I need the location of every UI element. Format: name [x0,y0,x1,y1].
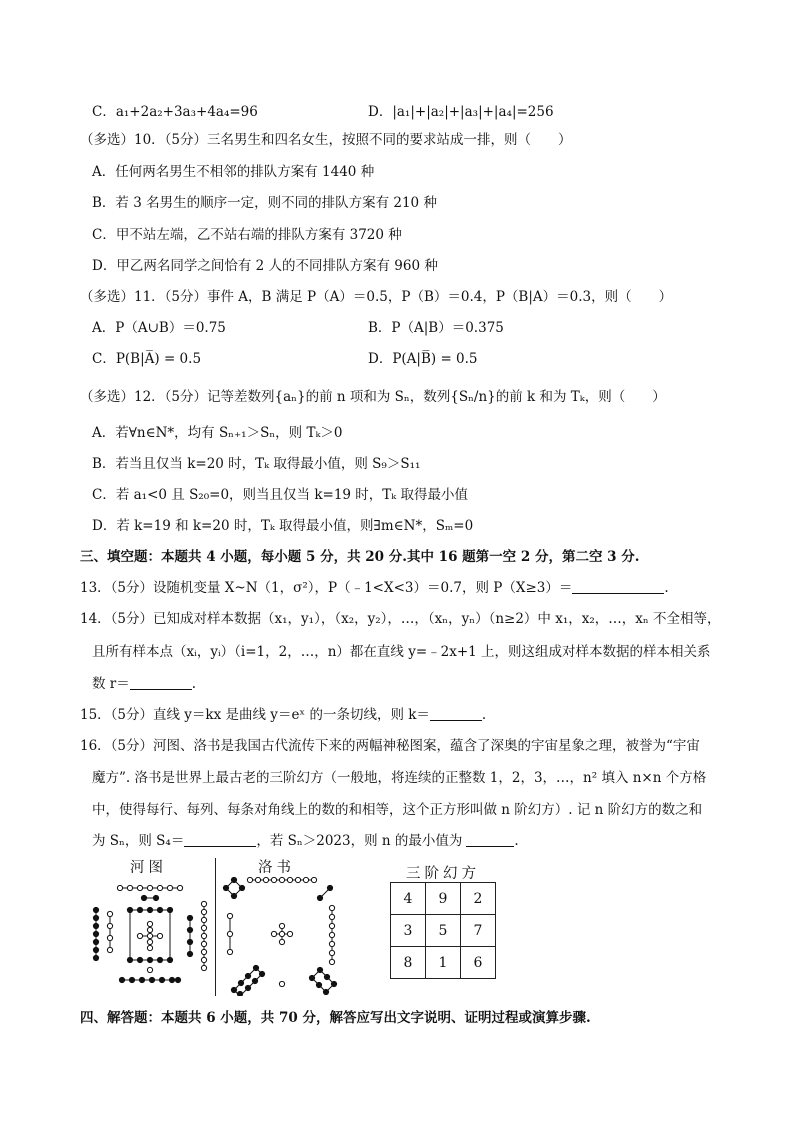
q12-option-d: D．若 k=19 和 k=20 时，Tₖ 取得最小值，则∃m∈N*，Sₘ=0 [92,518,474,534]
magic-square-row [391,915,496,947]
magic-square-cell: 2 [461,883,496,915]
q10-stem: （多选）10．（5分）三名男生和四名女生，按照不同的要求站成一排，则（ ） [80,132,572,148]
q12-option-a: A．若∀n∈N*，均有 Sₙ₊₁＞Sₙ，则 Tₖ＞0 [92,425,343,441]
magic-square-cell: 9 [426,883,461,915]
q10-option-c: C．甲不站左端，乙不站右端的排队方案有 3720 种 [92,227,402,243]
q15 [80,705,486,725]
q10-option-b: B．若 3 名男生的顺序一定，则不同的排队方案有 210 种 [92,195,437,211]
magic-square-cell: 3 [391,915,426,947]
q16-line-4b: ，若 Sₙ＞2023，则 n 的最小值为 [256,833,463,849]
q13 [80,578,669,598]
q12-option-b: B．若当且仅当 k=20 时，Tₖ 取得最小值，则 S₉＞S₁₁ [92,456,421,472]
luoshu-diagram [220,874,370,996]
q11-option-d: D．P(A|B̅) = 0.5 [368,351,478,367]
q16-line-4 [92,831,519,851]
q14-line-3: 数 r＝ [92,676,130,692]
q16-answer-blank-1[interactable] [184,832,256,847]
magic-square-cell: 6 [461,947,496,979]
q13-end: . [664,580,669,596]
q11-option-b: B．P（A|B）＝0.375 [368,320,504,336]
q10-option-a: A．任何两名男生不相邻的排队方案有 1440 种 [92,164,375,180]
magic-square-cell: 8 [391,947,426,979]
q11-option-c: C．P(B|A̅) = 0.5 [92,351,202,367]
q10-option-d: D．甲乙两名同学之间恰有 2 人的不同排队方案有 960 种 [92,258,438,274]
q15-text: 15．（5分）直线 y＝kx 是曲线 y＝eˣ 的一条切线，则 k＝ [80,707,430,723]
q9-option-c: C．a₁+2a₂+3a₃+4a₄=96 [92,104,258,120]
magic-square-cell: 5 [426,915,461,947]
magic-square-cell: 7 [461,915,496,947]
q14 [92,674,196,694]
magic-square-cell: 1 [426,947,461,979]
q16-line-2: 魔方”. 洛书是世界上最古老的三阶幻方（一般地，将连续的正整数 1，2，3，…，n² 填入 n×n 个方格 [92,770,707,786]
q13-text: 13．（5分）设随机变量 X~N（1，σ²），P（﹣1<X<3）＝0.7，则 P（X≥3）＝ [80,580,573,596]
luoshu-label: 洛书 [258,860,295,876]
magic-square-row [391,947,496,979]
q14-end: . [191,676,197,692]
figure-divider [215,858,216,996]
q12-option-c: C．若 a₁<0 且 S₂₀=0，则当且仅当 k=19 时，Tₖ 取得最小值 [92,487,469,503]
q16-line-4a: 为 Sₙ，则 S₄＝ [92,833,185,849]
q15-end: . [481,707,487,723]
q16-answer-blank-2[interactable] [466,832,514,847]
magic-square-row [391,883,496,915]
q14-answer-blank[interactable] [130,675,192,690]
magic-square [390,882,496,979]
q16-line-1: 16．（5分）河图、洛书是我国古代流传下来的两幅神秘图案，蕴含了深奥的宇宙星象之理，被誉为“宇宙 [80,738,700,754]
q14-line-2: 且所有样本点（xᵢ，yᵢ）（i=1，2，…，n）都在直线 y=﹣2x+1 上，则这组成对样本数据的样本相关系 [92,644,711,660]
section-3-heading: 三、填空题：本题共 4 小题，每小题 5 分，共 20 分.其中 16 题第一空 2 分，第二空 3 分. [80,549,640,565]
q12-stem: （多选）12．（5分）记等差数列{aₙ}的前 n 项和为 Sₙ，数列{Sₙ/n}的前 k 和为 Tₖ，则（ ） [80,389,666,405]
magic-square-cell: 4 [391,883,426,915]
q9-option-d: D．|a₁|+|a₂|+|a₃|+|a₄|=256 [368,104,554,120]
section-4-heading: 四、解答题：本题共 6 小题，共 70 分，解答应写出文字说明、证明过程或演算步骤. [80,1010,591,1026]
magic-square-label: 三阶幻方 [406,866,480,882]
q16-line-3: 中，使得每行、每列、每条对角线上的数的和相等，这个正方形叫做 n 阶幻方）. 记 n 阶幻方的数之和 [92,802,703,818]
q11-option-a: A．P（A∪B）＝0.75 [92,320,226,336]
q15-answer-blank[interactable] [430,706,482,721]
q13-answer-blank[interactable] [572,579,664,594]
hetu-luoshu-figure [88,852,508,997]
hetu-label: 河图 [130,860,167,876]
q11-stem: （多选）11．（5分）事件 A，B 满足 P（A）＝0.5，P（B）＝0.4，P（B|A）＝0.3，则（ ） [80,289,673,305]
q16-line-4c: . [514,833,519,849]
hetu-diagram [88,874,214,996]
q14-line-1: 14．（5分）已知成对样本数据（x₁，y₁），（x₂，y₂），…，（xₙ，yₙ）（n≥2）中 x₁，x₂，…，xₙ 不全相等， [80,611,721,627]
